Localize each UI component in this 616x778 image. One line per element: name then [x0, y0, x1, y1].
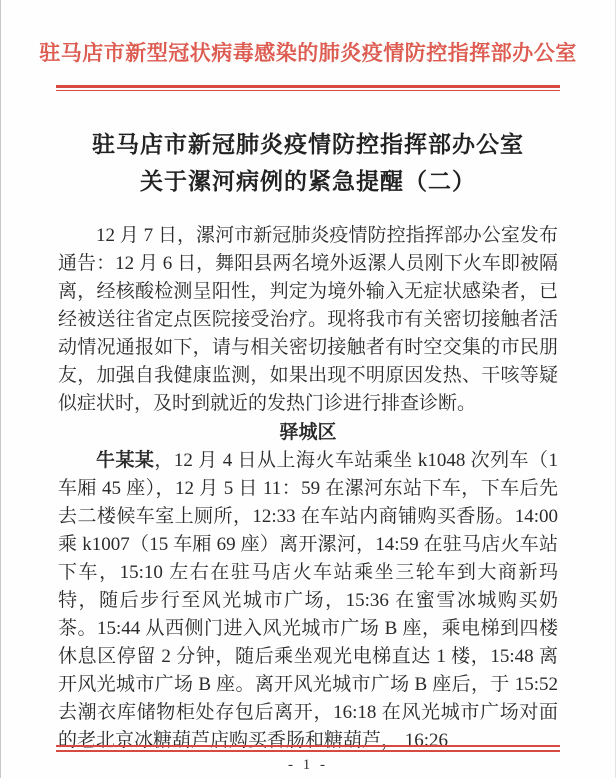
page-number: - 1 - [288, 757, 328, 773]
letterhead-divider-thin-line [56, 90, 560, 91]
notice-paragraph: 12 月 7 日，漯河市新冠肺炎疫情防控指挥部办公室发布通告：12 月 6 日，舞阳县两名境外返漯人员刚下火车即被隔离，经核酸检测呈阳性，判定为境外输入无症状感染者，已经被送往省定点医院接受治疗。现将我市有关密切接触者活动情况通报如下，请与相关密切接触者有时空交集的市民朋友，加强自我健康监测，如果出现不明原因发热、干咳等疑似症状时，及时到就近的发热门诊进行排查诊断。 [58, 225, 558, 414]
letterhead-divider [56, 85, 560, 91]
document-title-line-1: 驻马店市新冠肺炎疫情防控指挥部办公室 [92, 132, 524, 157]
letterhead-divider-thick-line [56, 85, 560, 88]
letterhead-title: 驻马店市新型冠状病毒感染的肺炎疫情防控指挥部办公室 [39, 41, 577, 65]
document-title-line-2: 关于漯河病例的紧急提醒（二） [140, 169, 476, 194]
footer-divider-top-line [56, 745, 560, 747]
case-activity-details: ，12 月 4 日从上海火车站乘坐 k1048 次列车（1 车厢 45 座），12 月 5 日 11：59 在漯河东站下车，下车后先去二楼候车室上厕所，12:33 在车站内商铺购买香肠。14:00 乘 k1007（15 车厢 69 座）离开漯河，14:59 在驻马店火车站下车，15:10 左右在驻马店火车站乘坐三轮车到大商新玛特，随后步行至风光城市广场，15:36 在蜜雪冰城购买奶茶。15:44 从西侧门进入风光城市广场 B 座，乘电梯到四楼休息区停留 2 分钟，随后乘坐观光电梯直达 1 楼，15:48 离开风光城市广场 B 座。离开风光城市广场 B 座后，于 15:52 去潮衣库储物柜处存包后离开，16:18 在风光城市广场对面的老北京冰糖葫芦店购买香肠和糖葫芦， 16:26 [58, 450, 558, 751]
district-heading: 驿城区 [279, 422, 337, 443]
page-footer [56, 745, 560, 774]
case-paragraph [58, 447, 558, 755]
case-name: 牛某某 [96, 450, 155, 471]
document-body [58, 222, 558, 755]
document-title [1, 126, 615, 200]
footer-divider-bottom-line [56, 750, 560, 752]
footer-divider [56, 745, 560, 752]
